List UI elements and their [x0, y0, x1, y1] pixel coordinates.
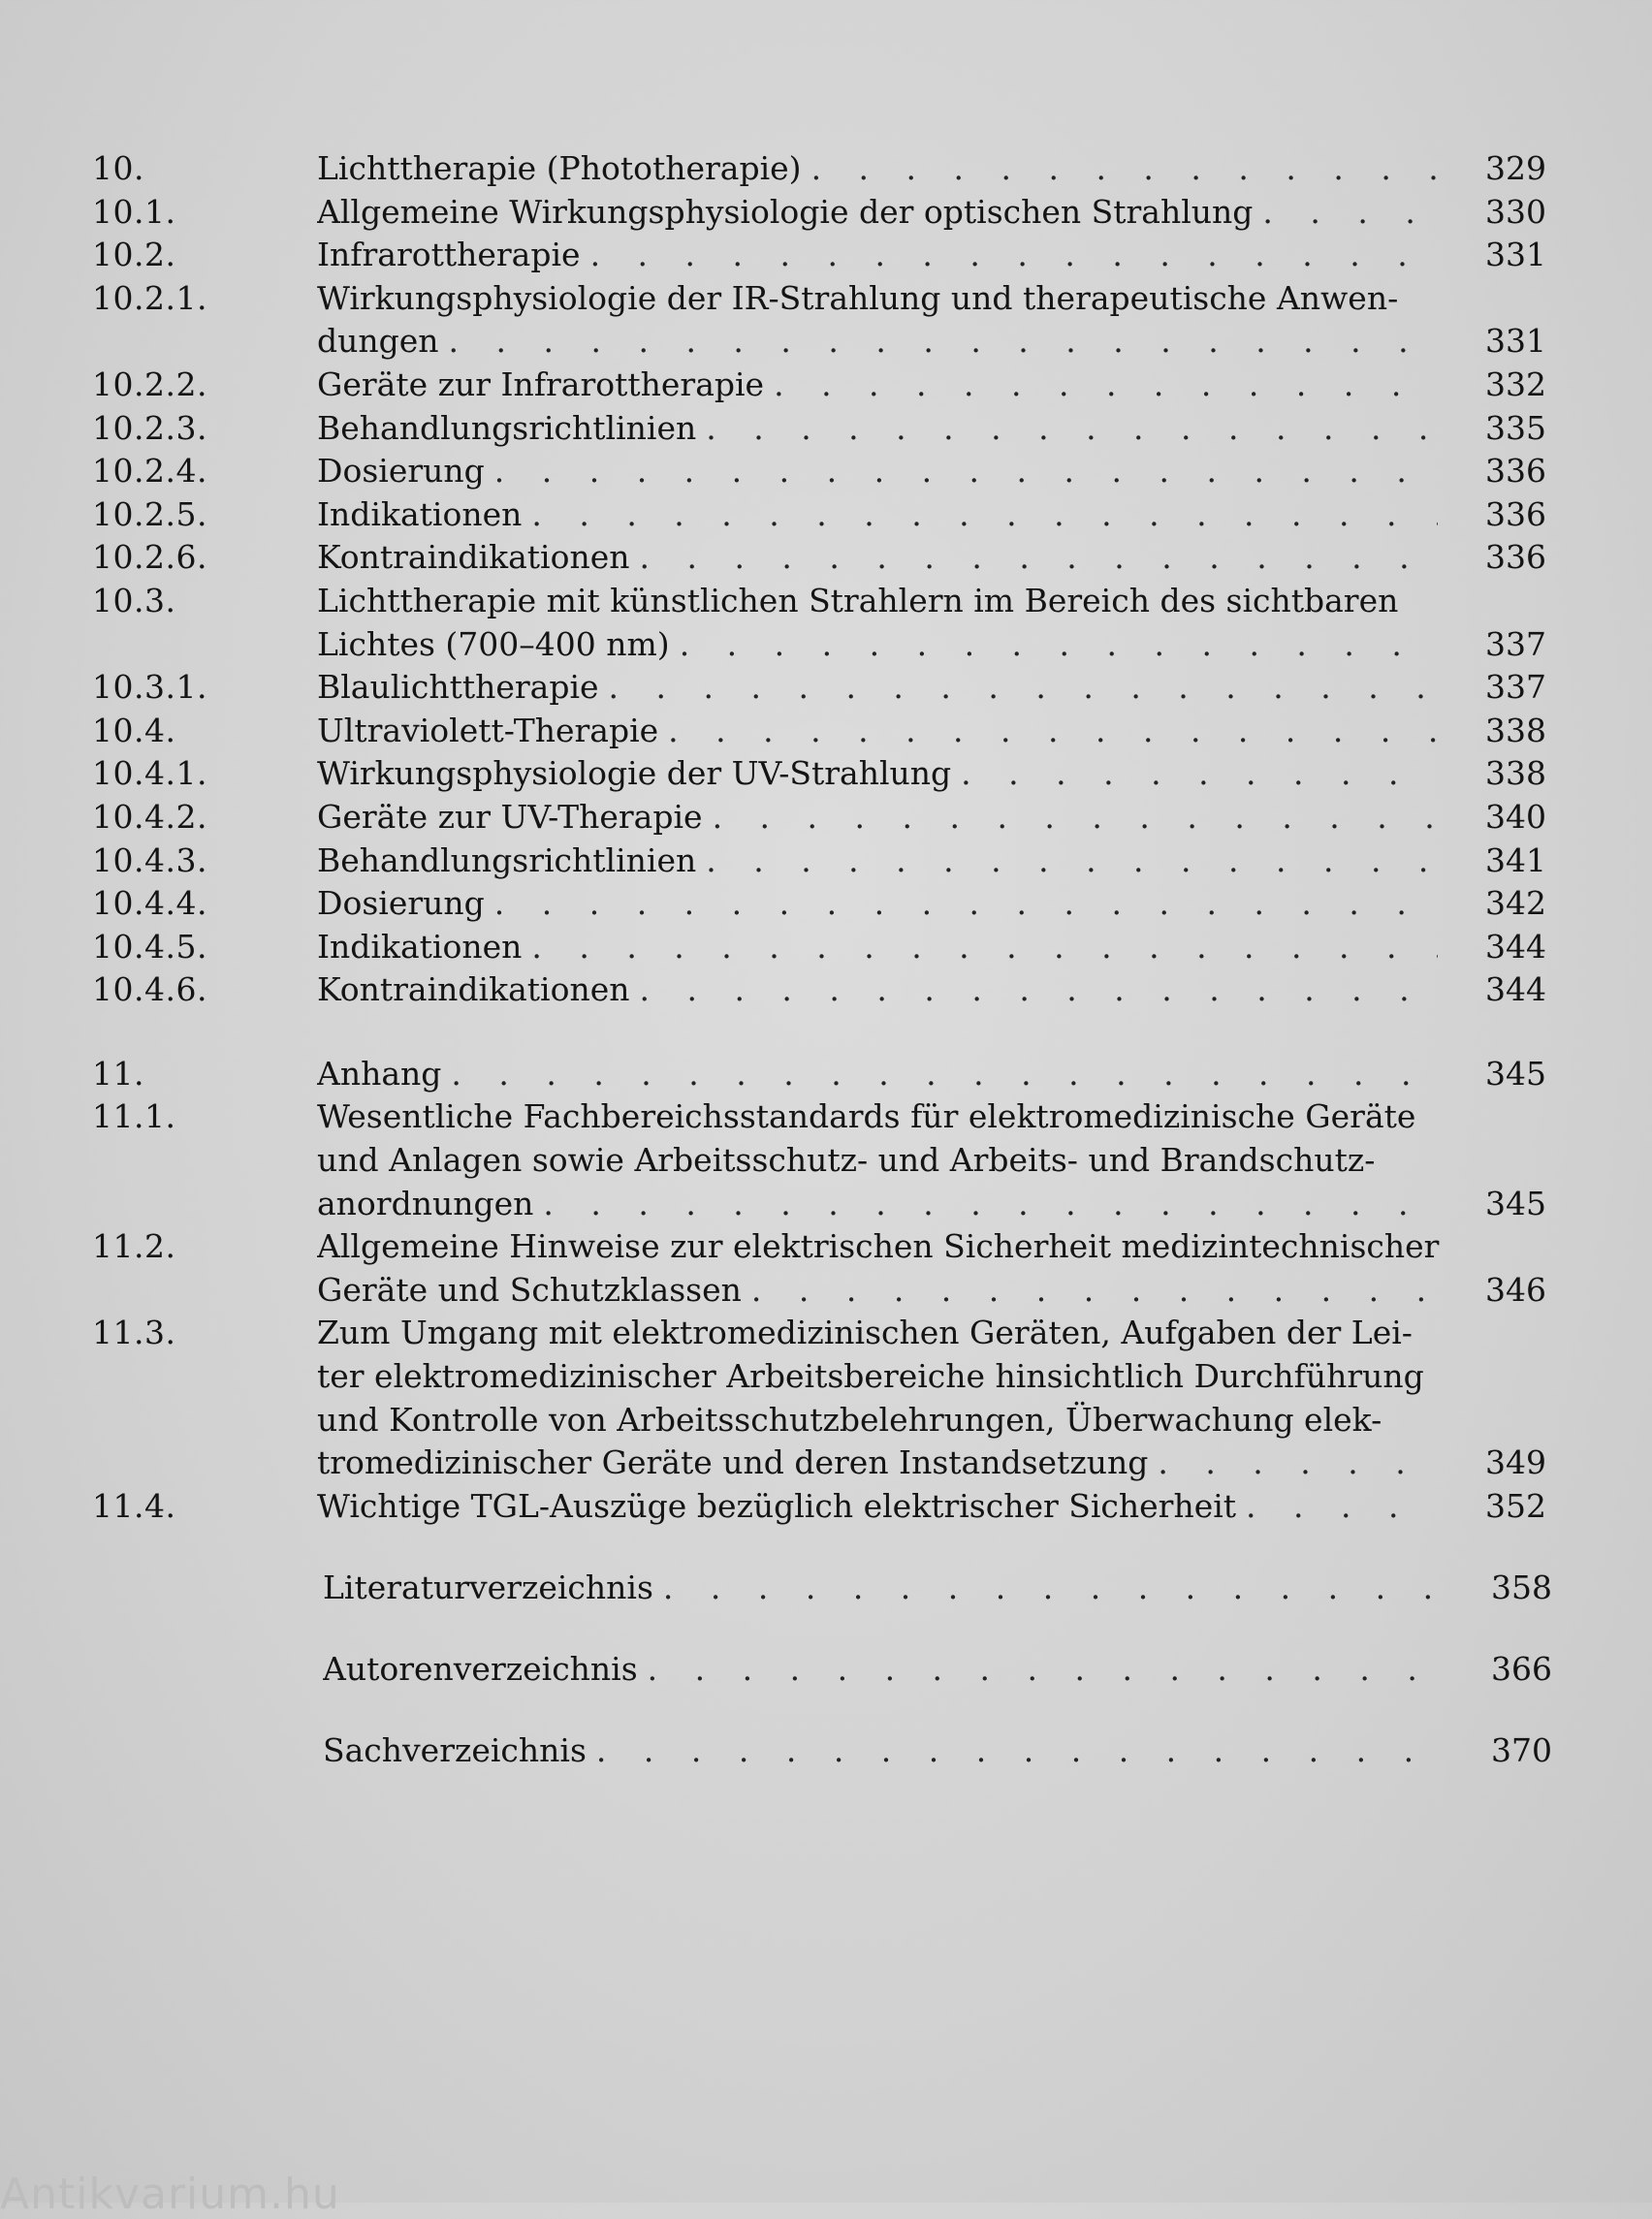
toc-entry-title: Kontraindikationen: [317, 970, 630, 1009]
toc-entry: [92, 882, 1546, 926]
toc-entry-title: anordnungen: [317, 1184, 534, 1222]
chapter-10-section: [92, 147, 1546, 1012]
toc-entry-line: [317, 1095, 1546, 1139]
watermark-text: Antikvarium.hu: [0, 2170, 340, 2219]
back-matter-section: [92, 1567, 1552, 1772]
toc-entry-line: [317, 580, 1546, 623]
dot-leader: [696, 407, 1438, 451]
toc-entry-line: [317, 1269, 1546, 1313]
toc-entry-title: tromedizinischer Geräte und deren Instandsetzung: [317, 1443, 1149, 1482]
toc-entry-number: 11.1.: [92, 1097, 176, 1136]
toc-page-number: 336: [1485, 538, 1546, 577]
toc-entry-number: 10.4.1.: [92, 754, 207, 793]
toc-entry-body: [317, 234, 1546, 277]
dot-leader: [485, 450, 1438, 493]
toc-entry-line: [317, 364, 1546, 407]
toc-page-number: 344: [1485, 927, 1546, 966]
toc-entry-title: Geräte zur Infrarottherapie: [317, 365, 765, 403]
toc-entry-number: 11.: [92, 1054, 144, 1093]
toc-page-number: 344: [1485, 970, 1546, 1009]
toc-entry-line: [317, 968, 1546, 1012]
toc-entry: [92, 926, 1546, 969]
toc-entry-title: Allgemeine Hinweise zur elektrischen Sicherheit medizintechnischer: [317, 1227, 1440, 1266]
toc-entry-line: [317, 1485, 1546, 1529]
dot-leader: [658, 710, 1438, 753]
toc-entry-body: [317, 666, 1546, 710]
toc-page-number: 366: [1491, 1650, 1552, 1688]
toc-entry-title: Behandlungsrichtlinien: [317, 408, 697, 447]
toc-entry-body: [317, 926, 1546, 969]
dot-leader: [629, 536, 1438, 580]
toc-entry-line: [317, 1053, 1546, 1096]
toc-page-number: 329: [1485, 149, 1546, 187]
toc-entry-title: dungen: [317, 322, 439, 361]
toc-page-number: 345: [1485, 1054, 1546, 1093]
toc-entry-title: Ultraviolett-Therapie: [317, 711, 659, 749]
toc-page-number: 341: [1485, 840, 1546, 879]
toc-entry-line: [317, 1183, 1546, 1226]
toc-entry-line: [323, 1648, 1552, 1692]
dot-leader: [439, 320, 1438, 364]
chapter-11-section: [92, 1053, 1546, 1529]
toc-entry: [92, 710, 1546, 753]
dot-leader: [587, 1729, 1444, 1773]
toc-entry-number: 10.2.: [92, 236, 176, 274]
toc-entry-body: [317, 1485, 1546, 1529]
toc-entry-line: [317, 710, 1546, 753]
toc-entry-body: [317, 191, 1546, 235]
toc-entry: [92, 968, 1546, 1012]
toc-page-number: 358: [1491, 1569, 1552, 1607]
toc-entry: [92, 407, 1546, 451]
toc-entry-title: Geräte zur UV-Therapie: [317, 797, 703, 836]
toc-page-number: 340: [1485, 797, 1546, 836]
toc-entry-title: Lichttherapie mit künstlichen Strahlern im Bereich des sichtbaren: [317, 581, 1399, 619]
dot-leader: [599, 666, 1438, 710]
toc-entry: [92, 147, 1546, 191]
toc-entry-line: [317, 840, 1546, 883]
toc-page-number: 338: [1485, 711, 1546, 749]
dot-leader: [951, 752, 1438, 796]
toc-entry-title: Wesentliche Fachbereichsstandards für elektromedizinische Geräte: [317, 1097, 1416, 1136]
toc-entry-title: Wirkungsphysiologie der UV-Strahlung: [317, 754, 952, 793]
dot-leader: [802, 147, 1438, 191]
toc-entry: [92, 536, 1546, 580]
toc-entry-title: und Kontrolle von Arbeitsschutzbelehrungen, Überwachung elek-: [317, 1400, 1382, 1439]
toc-entry-title: Lichttherapie (Phototherapie): [317, 149, 802, 187]
toc-entry-title: Wirkungsphysiologie der IR-Strahlung und therapeutische Anwen-: [317, 278, 1399, 317]
toc-entry-body: [317, 1225, 1546, 1312]
toc-entry-title: Indikationen: [317, 494, 523, 533]
toc-entry-line: [317, 666, 1546, 710]
toc-entry-title: Behandlungsrichtlinien: [317, 840, 697, 879]
dot-leader: [638, 1648, 1444, 1692]
toc-entry-line: [317, 1225, 1546, 1269]
toc-page-number: 330: [1485, 192, 1546, 231]
toc-entry-number: 10.4.2.: [92, 797, 207, 836]
toc-entry-line: [317, 277, 1546, 321]
toc-entry-body: [317, 450, 1546, 493]
section-gap: [92, 1528, 1546, 1567]
toc-entry-body: [317, 710, 1546, 753]
toc-entry-number: 10.2.2.: [92, 365, 207, 403]
dot-leader: [703, 796, 1438, 840]
toc-entry-body: [317, 1567, 1552, 1610]
toc-entry-body: [317, 1053, 1546, 1096]
toc-entry-title: Wichtige TGL-Auszüge bezüglich elektrischer Sicherheit: [317, 1486, 1237, 1525]
toc-entry-body: [317, 1729, 1552, 1773]
toc-entry-title: Lichtes (700–400 nm): [317, 624, 670, 663]
toc-entry: [92, 752, 1546, 796]
toc-entry-line: [323, 1567, 1552, 1610]
toc-entry: [92, 666, 1546, 710]
section-gap: [92, 1012, 1546, 1053]
dot-leader: [742, 1269, 1438, 1313]
toc-entry: [92, 1225, 1546, 1312]
toc-entry-line: [317, 1355, 1546, 1399]
toc-entry: [92, 796, 1546, 840]
toc-entry: [92, 1095, 1546, 1225]
table-of-contents: [92, 147, 1552, 1810]
toc-entry-body: [317, 968, 1546, 1012]
toc-entry-title: Allgemeine Wirkungsphysiologie der optischen Strahlung: [317, 192, 1254, 231]
toc-entry: [92, 234, 1546, 277]
toc-entry-line: [317, 450, 1546, 493]
toc-entry-line: [317, 234, 1546, 277]
toc-entry-number: 10.3.: [92, 581, 176, 619]
toc-entry-title: Kontraindikationen: [317, 538, 630, 577]
dot-leader: [764, 364, 1438, 407]
toc-entry-number: 11.4.: [92, 1486, 176, 1525]
dot-leader: [581, 234, 1438, 277]
toc-entry-number: 10.1.: [92, 192, 176, 231]
toc-entry: [92, 191, 1546, 235]
toc-entry-body: [317, 147, 1546, 191]
toc-entry: [92, 450, 1546, 493]
dot-leader: [1236, 1485, 1438, 1529]
dot-leader: [522, 493, 1438, 537]
toc-page-number: 336: [1485, 494, 1546, 533]
toc-entry-line: [317, 1442, 1546, 1485]
toc-entry: [92, 1485, 1546, 1529]
dot-leader: [670, 623, 1438, 667]
toc-entry-line: [317, 623, 1546, 667]
toc-entry: [92, 493, 1546, 537]
toc-entry-body: [317, 493, 1546, 537]
toc-page-number: 349: [1485, 1443, 1546, 1482]
back-matter-entry: [92, 1729, 1552, 1773]
toc-page-number: 331: [1485, 322, 1546, 361]
toc-page-number: 332: [1485, 365, 1546, 403]
toc-entry-line: [317, 536, 1546, 580]
toc-entry-number: 10.4.4.: [92, 884, 207, 923]
dot-leader: [1253, 191, 1438, 235]
toc-entry-line: [317, 147, 1546, 191]
toc-entry-title: Dosierung: [317, 884, 485, 923]
toc-entry-title: Blaulichttherapie: [317, 668, 599, 707]
back-matter-entry: [92, 1567, 1552, 1610]
toc-page-number: 346: [1485, 1270, 1546, 1309]
toc-entry-title: ter elektromedizinischer Arbeitsbereiche hinsichtlich Durchführung: [317, 1357, 1424, 1396]
toc-entry-body: [317, 752, 1546, 796]
toc-entry-line: [317, 882, 1546, 926]
toc-entry-line: [317, 493, 1546, 537]
dot-leader: [653, 1567, 1444, 1610]
toc-entry-title: Geräte und Schutzklassen: [317, 1270, 742, 1309]
dot-leader: [441, 1053, 1438, 1096]
toc-entry-line: [317, 1399, 1546, 1442]
toc-page-number: 336: [1485, 452, 1546, 491]
toc-entry-number: 10.4.: [92, 711, 176, 749]
toc-entry-body: [317, 1312, 1546, 1484]
toc-entry-body: [317, 796, 1546, 840]
toc-entry-body: [317, 840, 1546, 883]
toc-entry: [92, 1312, 1546, 1484]
toc-entry-number: 10.2.3.: [92, 408, 207, 447]
toc-entry-number: 11.3.: [92, 1314, 176, 1352]
toc-entry: [92, 1053, 1546, 1096]
toc-entry-body: [317, 882, 1546, 926]
toc-page-number: 338: [1485, 754, 1546, 793]
toc-entry-line: [323, 1729, 1552, 1773]
toc-entry-title: Infrarottherapie: [317, 236, 581, 274]
toc-entry-number: 10.3.1.: [92, 668, 207, 707]
toc-page-number: 337: [1485, 624, 1546, 663]
toc-entry: [92, 580, 1546, 666]
toc-page-number: 342: [1485, 884, 1546, 923]
dot-leader: [696, 840, 1438, 883]
toc-entry-title: Indikationen: [317, 927, 523, 966]
toc-entry-number: 10.2.4.: [92, 452, 207, 491]
toc-entry-number: 10.: [92, 149, 144, 187]
toc-entry-body: [317, 1095, 1546, 1225]
toc-entry-body: [317, 1648, 1552, 1692]
toc-page-number: 345: [1485, 1184, 1546, 1222]
toc-page-number: 352: [1485, 1486, 1546, 1525]
toc-entry-line: [317, 407, 1546, 451]
toc-entry-title: Anhang: [317, 1054, 442, 1093]
toc-entry: [92, 277, 1546, 364]
toc-entry: [92, 840, 1546, 883]
toc-entry-body: [317, 407, 1546, 451]
toc-entry-line: [317, 1139, 1546, 1183]
toc-entry-title: Sachverzeichnis: [323, 1730, 587, 1769]
toc-entry-number: 10.4.3.: [92, 840, 207, 879]
toc-entry-number: 10.4.5.: [92, 927, 207, 966]
toc-entry-number: 11.2.: [92, 1227, 176, 1266]
toc-entry-number: 10.2.6.: [92, 538, 207, 577]
toc-entry-line: [317, 752, 1546, 796]
toc-entry-line: [317, 191, 1546, 235]
toc-entry-line: [317, 320, 1546, 364]
toc-page-number: 335: [1485, 408, 1546, 447]
dot-leader: [533, 1183, 1438, 1226]
dot-leader: [1148, 1442, 1438, 1485]
toc-entry-title: Dosierung: [317, 452, 485, 491]
toc-entry: [92, 364, 1546, 407]
back-matter-entry: [92, 1648, 1552, 1692]
toc-entry-title: und Anlagen sowie Arbeitsschutz- und Arbeits- und Brandschutz-: [317, 1141, 1376, 1180]
dot-leader: [629, 968, 1438, 1012]
toc-entry-line: [317, 796, 1546, 840]
toc-entry-body: [317, 580, 1546, 666]
toc-entry-title: Autorenverzeichnis: [323, 1650, 638, 1688]
toc-entry-number: 10.2.1.: [92, 278, 207, 317]
dot-leader: [485, 882, 1438, 926]
dot-leader: [522, 926, 1438, 969]
toc-entry-body: [317, 277, 1546, 364]
toc-page-number: 331: [1485, 236, 1546, 274]
toc-entry-body: [317, 536, 1546, 580]
toc-entry-number: 10.4.6.: [92, 970, 207, 1009]
toc-entry-title: Zum Umgang mit elektromedizinischen Geräten, Aufgaben der Lei-: [317, 1314, 1413, 1352]
toc-entry-line: [317, 926, 1546, 969]
toc-entry-number: 10.2.5.: [92, 494, 207, 533]
toc-page-number: 370: [1491, 1730, 1552, 1769]
toc-entry-line: [317, 1312, 1546, 1355]
toc-page-number: 337: [1485, 668, 1546, 707]
toc-entry-body: [317, 364, 1546, 407]
toc-entry-title: Literaturverzeichnis: [323, 1569, 653, 1607]
